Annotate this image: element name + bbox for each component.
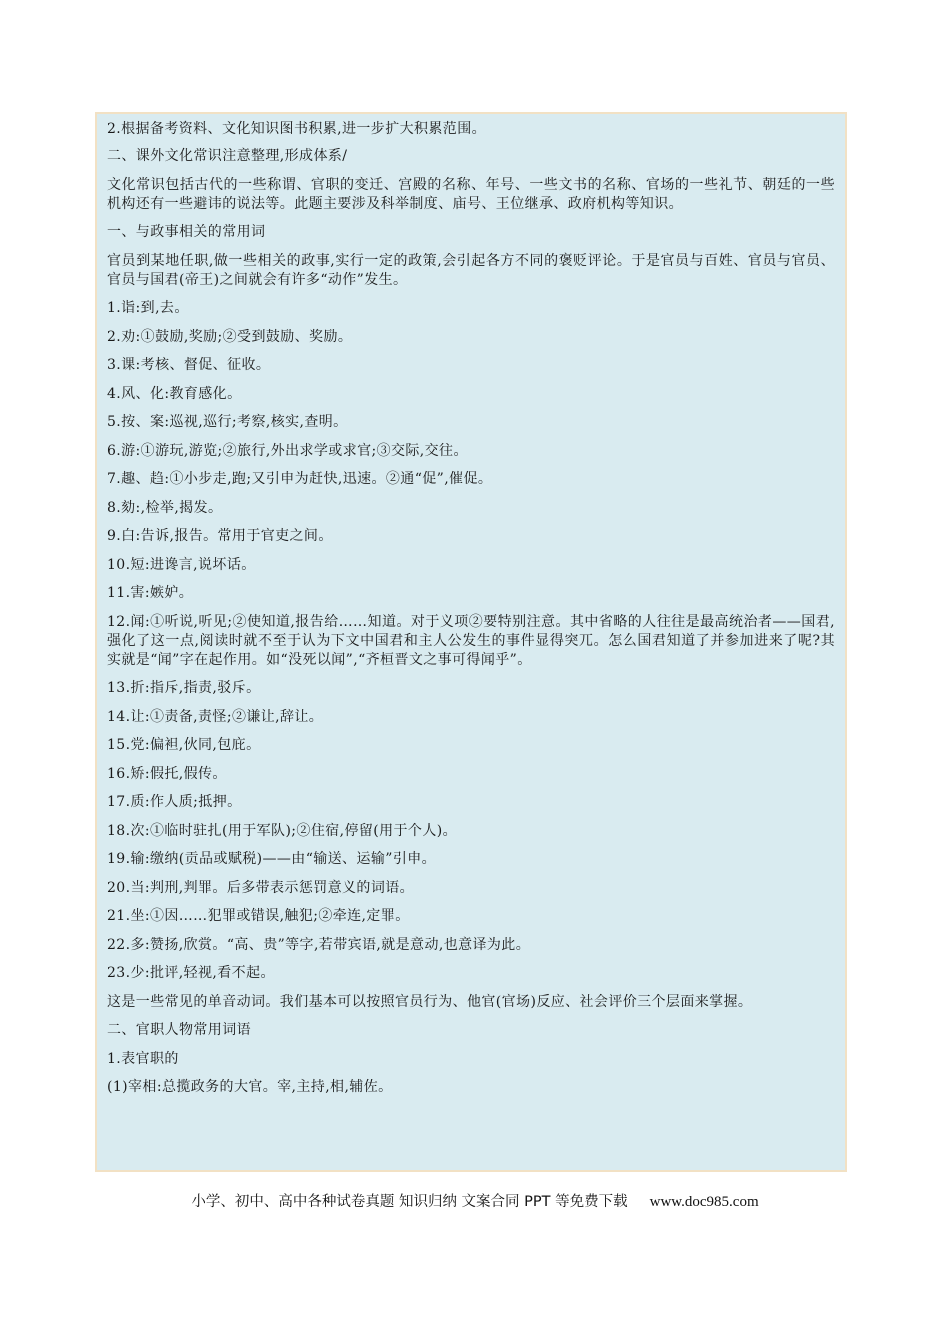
page-footer (0, 1190, 950, 1211)
list-item: 23.少:批评,轻视,看不起。 (107, 965, 275, 981)
list-item: 15.党:偏袒,伙同,包庇。 (107, 737, 261, 753)
list-item: 3.课:考核、督促、征收。 (107, 357, 271, 373)
list-item: 9.白:告诉,报告。常用于官吏之间。 (107, 528, 333, 544)
text-line: 2.根据备考资料、文化知识图书积累,进一步扩大积累范围。 (107, 121, 487, 137)
list-item: 16.矫:假托,假传。 (107, 765, 227, 782)
paragraph: 这是一些常见的单音动词。我们基本可以按照官员行为、他官(官场)反应、社会评价三个层面来掌握。 (107, 993, 753, 1010)
list-item: 21.坐:①因……犯罪或错误,触犯;②牵连,定罪。 (107, 908, 410, 924)
list-item: 6.游:①游玩,游览;②旅行,外出求学或求官;③交际,交往。 (107, 442, 468, 459)
paragraph: 官员到某地任职,做一些相关的政事,实行一定的政策,会引起各方不同的褒贬评论。于是官员与百姓、官员与官员、官员与国君(帝王)之间就会有许多“动作”发生。 (107, 252, 835, 288)
list-item: 1.诣:到,去。 (107, 300, 189, 316)
content-panel (95, 112, 847, 1172)
list-item: 2.劝:①鼓励,奖励;②受到鼓励、奖励。 (107, 328, 353, 345)
list-item: 8.劾:,检举,揭发。 (107, 499, 223, 516)
list-item: 17.质:作人质;抵押。 (107, 794, 242, 810)
list-item: 18.次:①临时驻扎(用于军队);②住宿,停留(用于个人)。 (107, 822, 457, 839)
list-item: 7.趣、趋:①小步走,跑;又引申为赶快,迅速。②通“促”,催促。 (107, 471, 493, 487)
list-item: 4.风、化:教育感化。 (107, 385, 242, 402)
list-item: 10.短:进谗言,说坏话。 (107, 556, 256, 573)
list-item: 13.折:指斥,指责,驳斥。 (107, 680, 261, 696)
list-item: 5.按、案:巡视,巡行;考察,核实,查明。 (107, 414, 348, 430)
list-item: (1)宰相:总揽政务的大官。宰,主持,相,辅佐。 (107, 1079, 393, 1095)
section-heading: 二、课外文化常识注意整理,形成体系/ (107, 148, 348, 164)
list-item: 14.让:①责备,责怪;②谦让,辞让。 (107, 708, 324, 725)
subheading: 1.表官职的 (107, 1050, 179, 1067)
list-item: 19.输:缴纳(贡品或赋税)——由“输送、运输”引申。 (107, 851, 437, 867)
paragraph: 文化常识包括古代的一些称谓、官职的变迁、宫殿的名称、年号、一些文书的名称、官场的一些礼节、朝廷的一些机构还有一些避讳的说法等。此题主要涉及科举制度、庙号、王位继承、政府机构等知识。 (107, 176, 835, 212)
footer-site-link[interactable]: www.doc985.com (649, 1194, 759, 1210)
list-item: 20.当:判刑,判罪。后多带表示惩罚意义的词语。 (107, 879, 415, 896)
section-heading: 一、与政事相关的常用词 (107, 224, 266, 240)
footer-text: 小学、初中、高中各种试卷真题 知识归纳 文案合同 PPT 等免费下载 (191, 1194, 628, 1210)
list-item: 12.闻:①听说,听见;②使知道,报告给……知道。对于义项②要特别注意。其中省略的人往往是最高统治者——国君,强化了这一点,阅读时就不至于认为下文中国君和主人公发生的事件显得突兀。怎么国君知道了并参加进来了呢?其实就是“闻”字在起作用。如“没死以闻”,“齐桓晋文之事可得闻乎”。 (107, 613, 835, 668)
section-heading: 二、官职人物常用词语 (107, 1022, 251, 1038)
list-item: 11.害:嫉妒。 (107, 585, 194, 601)
list-item: 22.多:赞扬,欣赏。“高、贵”等字,若带宾语,就是意动,也意译为此。 (107, 936, 531, 953)
